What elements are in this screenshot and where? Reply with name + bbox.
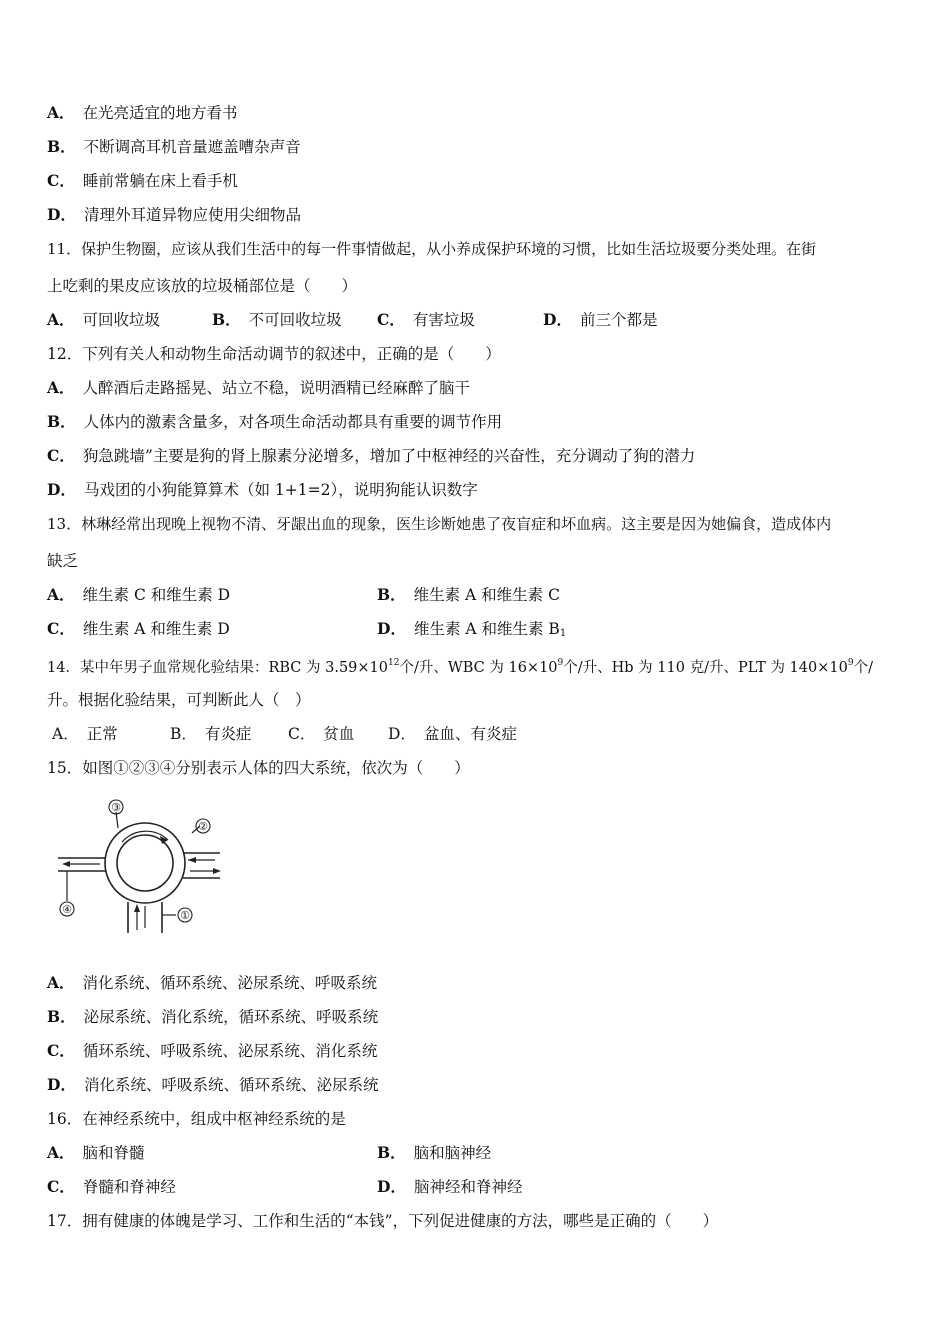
q13-stem-line2: 缺乏	[47, 552, 79, 570]
option-text: 人醉酒后走路摇晃、站立不稳，说明酒精已经麻醉了脑干	[82, 379, 471, 397]
option-label: D．	[543, 310, 572, 329]
q15-option-b	[47, 1007, 378, 1027]
q13-option-b	[377, 585, 560, 605]
superscript: 9	[557, 658, 564, 668]
q10-option-a	[47, 103, 238, 123]
option-label: D．	[47, 1075, 76, 1094]
option-text: 脑神经和脊神经	[413, 1178, 523, 1196]
option-label: B．	[47, 1007, 76, 1026]
inner-ring	[117, 835, 173, 891]
q14-option-b	[170, 724, 251, 744]
q14-text-c: 个/升、Hb 为 110 克/升、PLT 为 140×10	[563, 660, 848, 676]
option-text: 不可回收垃圾	[248, 311, 342, 329]
label-3: ③	[111, 801, 121, 814]
option-label: A．	[47, 103, 75, 122]
option-label: B．	[47, 412, 76, 431]
q15-option-c	[47, 1041, 377, 1061]
superscript: 9	[847, 658, 854, 668]
option-text: 盆血、有炎症	[423, 725, 517, 743]
q10-option-c	[47, 171, 238, 191]
option-text: 睡前常躺在床上看手机	[82, 172, 238, 190]
option-label: C．	[377, 310, 405, 329]
q12-option-a	[47, 378, 470, 398]
option-label: B．	[212, 310, 241, 329]
body-systems-diagram	[50, 798, 230, 938]
option-label: A．	[47, 378, 75, 397]
option-label: C．	[47, 1177, 75, 1196]
option-label: B．	[377, 585, 406, 604]
q15-option-a	[47, 973, 377, 993]
option-text: 维生素 A 和维生素 C	[413, 586, 560, 604]
option-label: D．	[47, 480, 76, 499]
q11-option-d	[543, 310, 657, 330]
option-label: D．	[377, 619, 406, 638]
option-label: D．	[388, 725, 416, 743]
q14-stem-line2: 升。根据化验结果，可判断此人（ ）	[47, 691, 311, 709]
label-2: ②	[198, 820, 208, 833]
option-label: D．	[47, 205, 76, 224]
q14-option-a	[52, 724, 118, 744]
q13-option-a	[47, 585, 230, 605]
q12-stem: 12．下列有关人和动物生命活动调节的叙述中，正确的是（ ）	[47, 345, 501, 363]
option-label: B．	[377, 1143, 406, 1162]
q11-stem-line2: 上吃剩的果皮应该放的垃圾桶部位是（ ）	[47, 277, 358, 295]
q12-option-b	[47, 412, 502, 432]
option-text: 脊髓和脊神经	[82, 1178, 176, 1196]
option-text: 人体内的激素含量多，对各项生命活动都具有重要的调节作用	[83, 413, 503, 431]
option-text: 维生素 A 和维生素 D	[82, 620, 230, 638]
q14-text-d: 个/	[853, 660, 873, 676]
option-label: B．	[170, 725, 197, 743]
label-1: ①	[180, 909, 190, 922]
q14-text-a: 14．某中年男子血常规化验结果：RBC 为 3.59×10	[47, 660, 388, 676]
q10-option-d	[47, 205, 301, 225]
q13-stem-line1: 13．林琳经常出现晚上视物不清、牙龈出血的现象，医生诊断她患了夜盲症和坏血病。这主要是因为她偏食，造成体内	[47, 515, 832, 533]
q15-option-d	[47, 1075, 378, 1095]
option-label: C．	[288, 725, 316, 743]
option-text: 马戏团的小狗能算算术（如 1+1=2），说明狗能认识数字	[83, 481, 478, 499]
option-text: 清理外耳道异物应使用尖细物品	[83, 206, 301, 224]
option-text: 正常	[86, 725, 118, 743]
option-text: 有害垃圾	[412, 311, 475, 329]
q13-option-d	[377, 619, 566, 644]
option-text: 维生素 C 和维生素 D	[82, 586, 231, 604]
q16-option-b	[377, 1143, 491, 1163]
option-text: 狗急跳墙”主要是狗的肾上腺素分泌增多，增加了中枢神经的兴奋性，充分调动了狗的潜力	[82, 447, 696, 465]
option-text: 循环系统、呼吸系统、泌尿系统、消化系统	[82, 1042, 378, 1060]
option-text: 前三个都是	[579, 311, 658, 329]
q13-option-c	[47, 619, 230, 639]
option-text: 维生素 A 和维生素 B	[413, 620, 560, 638]
q12-option-d	[47, 480, 478, 500]
option-label: C．	[47, 171, 75, 190]
q14-stem-line1	[47, 653, 873, 678]
superscript: 12	[388, 658, 400, 668]
q14-text-b: 个/升、WBC 为 16×10	[399, 660, 558, 676]
option-label: C．	[47, 446, 75, 465]
q14-option-d	[388, 724, 517, 744]
q11-stem-line1: 11．保护生物圈，应该从我们生活中的每一件事情做起，从小养成保护环境的习惯，比如生活垃圾要分类处理。在街	[47, 240, 817, 258]
q14-option-c	[288, 724, 354, 744]
q16-option-a	[47, 1143, 145, 1163]
label-4: ④	[62, 903, 72, 916]
option-text: 可回收垃圾	[82, 311, 161, 329]
option-text: 消化系统、循环系统、泌尿系统、呼吸系统	[82, 974, 378, 992]
option-text: 在光亮适宜的地方看书	[82, 104, 238, 122]
option-label: C．	[47, 619, 75, 638]
option-text: 有炎症	[204, 725, 252, 743]
q11-option-a	[47, 310, 160, 330]
option-text: 消化系统、呼吸系统、循环系统、泌尿系统	[83, 1076, 379, 1094]
option-label: A．	[47, 585, 75, 604]
option-text: 不断调高耳机音量遮盖嘈杂声音	[83, 138, 301, 156]
q17-stem: 17．拥有健康的体魄是学习、工作和生活的“本钱”，下列促进健康的方法，哪些是正确的（ ）	[47, 1212, 719, 1230]
option-text: 贫血	[323, 725, 355, 743]
option-label: B．	[47, 137, 76, 156]
q16-option-c	[47, 1177, 176, 1197]
q16-stem: 16．在神经系统中，组成中枢神经系统的是	[47, 1110, 346, 1128]
option-label: A．	[47, 310, 75, 329]
option-text: 脑和脑神经	[413, 1144, 492, 1162]
q11-option-c	[377, 310, 475, 330]
option-label: A．	[47, 1143, 75, 1162]
q12-option-c	[47, 446, 695, 466]
subscript: 1	[559, 628, 567, 639]
option-label: A．	[52, 725, 79, 743]
option-label: D．	[377, 1177, 406, 1196]
q11-option-b	[212, 310, 342, 330]
q10-option-b	[47, 137, 301, 157]
option-label: A．	[47, 973, 75, 992]
q15-stem: 15．如图①②③④分别表示人体的四大系统，依次为（ ）	[47, 759, 470, 777]
q16-option-d	[377, 1177, 522, 1197]
option-text: 泌尿系统、消化系统，循环系统、呼吸系统	[83, 1008, 379, 1026]
option-text: 脑和脊髓	[82, 1144, 145, 1162]
option-label: C．	[47, 1041, 75, 1060]
